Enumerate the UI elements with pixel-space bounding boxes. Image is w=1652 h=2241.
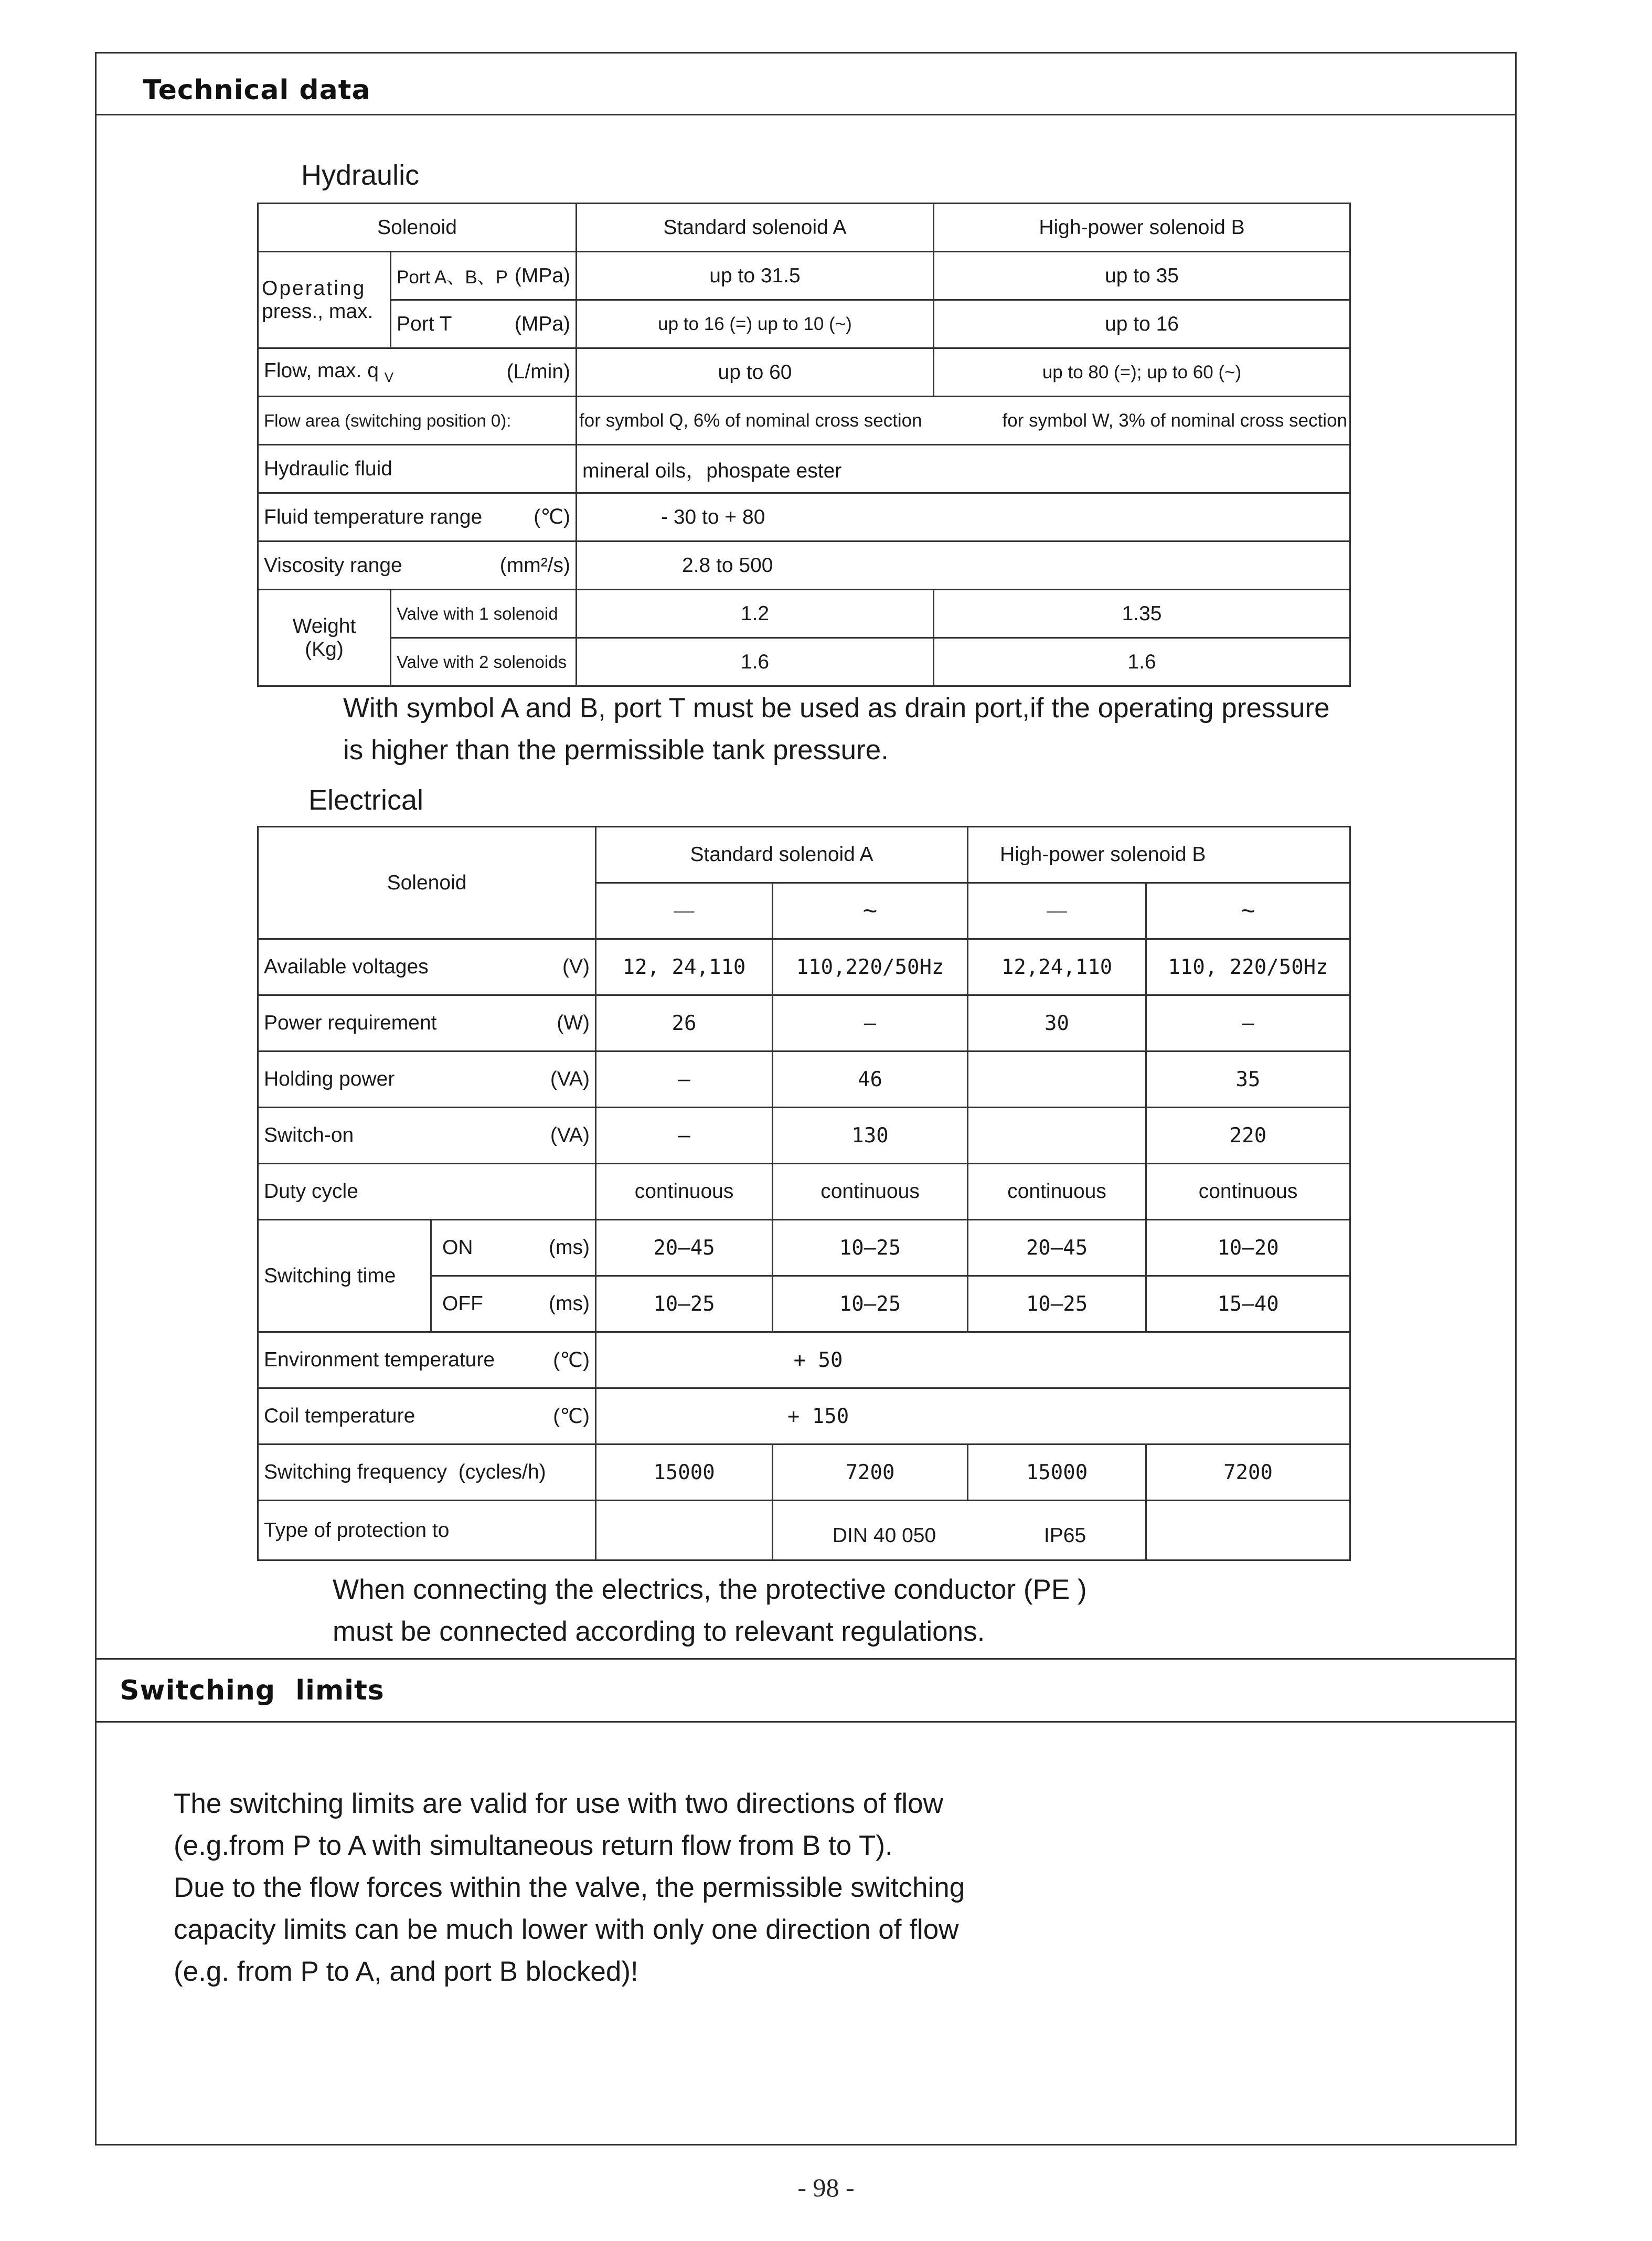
fluid-value: mineral oils，phospate ester [577, 445, 1350, 493]
row-value: — [596, 1108, 773, 1164]
port-t-b: up to 16 [934, 300, 1350, 348]
protection-value [773, 1501, 1146, 1560]
operating-pressure-label [258, 252, 391, 348]
temp-label-cell [258, 493, 577, 541]
col-high-power-b: High-power solenoid B [968, 827, 1350, 883]
flow-label: Flow, max. q [264, 359, 379, 382]
unit: (V) [562, 955, 590, 978]
electrical-row [258, 1108, 1350, 1164]
row-value: 26 [596, 995, 773, 1052]
freq-value: 15000 [596, 1445, 773, 1501]
unit: (MPa) [514, 264, 571, 287]
row-value: continuous [1146, 1164, 1350, 1220]
dc-symbol: — [968, 883, 1146, 939]
off-value: 10—25 [596, 1276, 773, 1332]
flow-area-label: Flow area (switching position 0): [258, 397, 577, 445]
port-abp-b: up to 35 [934, 252, 1350, 300]
electrical-row [258, 1164, 1350, 1220]
text-line: (e.g. from P to A, and port B blocked)! [174, 1956, 638, 1987]
port-abp-label: Port A、B、P [397, 267, 508, 288]
op-press-line-2: press., max. [262, 300, 374, 323]
unit: (VA) [550, 1068, 590, 1090]
on-value: 10—25 [773, 1220, 968, 1276]
electrical-heading: Electrical [308, 784, 424, 816]
electrical-row [258, 1052, 1350, 1108]
temp-label: Fluid temperature range [264, 505, 483, 528]
unit: (mm²/s) [499, 554, 571, 577]
on-value: 20—45 [596, 1220, 773, 1276]
freq-label: Switching frequency [264, 1461, 447, 1483]
off-value: 10—25 [773, 1276, 968, 1332]
unit: (ms) [549, 1236, 590, 1259]
row-value: continuous [968, 1164, 1146, 1220]
weight-label-cell [258, 590, 391, 686]
row-value: 12, 24,110 [596, 939, 773, 995]
row-value: 46 [773, 1052, 968, 1108]
row-label: Holding power [264, 1068, 395, 1090]
weight-unit: (Kg) [305, 638, 344, 661]
coil-temp-cell [258, 1388, 596, 1445]
hydraulic-heading: Hydraulic [301, 160, 420, 191]
weight-2-a: 1.6 [577, 638, 934, 686]
row-label: Power requirement [264, 1012, 437, 1034]
hydraulic-table [257, 203, 1351, 687]
row-value: continuous [773, 1164, 968, 1220]
row-value: — [773, 995, 968, 1052]
unit: (VA) [550, 1124, 590, 1146]
hydraulic-note [343, 687, 1330, 771]
coil-temp-label: Coil temperature [264, 1405, 415, 1427]
on-cell [431, 1220, 596, 1276]
note-line: is higher than the permissible tank pressure. [343, 735, 889, 766]
flow-area-values [577, 397, 1350, 445]
unit: (℃) [553, 1348, 590, 1372]
weight-1-b: 1.35 [934, 590, 1350, 638]
col-standard-a: Standard solenoid A [577, 204, 934, 252]
page-number: - 98 - [797, 2173, 855, 2202]
solenoid-header: Solenoid [258, 827, 596, 939]
electrical-note [333, 1569, 1087, 1653]
on-value: 20—45 [968, 1220, 1146, 1276]
unit: (℃) [553, 1405, 590, 1428]
unit: (MPa) [514, 312, 571, 335]
note-line: must be connected according to relevant regulations. [333, 1616, 985, 1647]
protection-label: Type of protection to [258, 1501, 596, 1560]
switching-time-label: Switching time [258, 1220, 431, 1332]
flow-label-cell [258, 348, 577, 397]
row-value: 30 [968, 995, 1146, 1052]
row-value: 35 [1146, 1052, 1350, 1108]
on-value: 10—20 [1146, 1220, 1350, 1276]
coil-temp-value: + 150 [596, 1388, 1350, 1445]
electrical-row [258, 995, 1350, 1052]
weight-2-label: Valve with 2 solenoids [391, 638, 577, 686]
op-press-line-1: Operating [262, 277, 366, 300]
row-value [968, 1108, 1146, 1164]
visc-value: 2.8 to 500 [577, 541, 1350, 590]
env-temp-value: + 50 [596, 1332, 1350, 1388]
row-value [968, 1052, 1146, 1108]
freq-cell [258, 1445, 596, 1501]
ac-symbol: ~ [1146, 883, 1350, 939]
unit: (cycles/h) [458, 1461, 546, 1483]
row-label-cell [258, 1052, 596, 1108]
row-label-cell [258, 1108, 596, 1164]
flow-area-q: for symbol Q, 6% of nominal cross section [579, 410, 922, 431]
weight-2-b: 1.6 [934, 638, 1350, 686]
text-line: capacity limits can be much lower with only one direction of flow [174, 1914, 959, 1945]
weight-label: Weight [292, 614, 356, 638]
weight-1-label: Valve with 1 solenoid [391, 590, 577, 638]
port-abp-a: up to 31.5 [577, 252, 934, 300]
divider [95, 1658, 1517, 1660]
flow-a: up to 60 [577, 348, 934, 397]
col-standard-a: Standard solenoid A [596, 827, 968, 883]
din-value: DIN 40 050 [832, 1524, 936, 1547]
flow-area-w: for symbol W, 3% of nominal cross section [1002, 410, 1348, 431]
row-label-cell [258, 995, 596, 1052]
note-line: With symbol A and B, port T must be used as drain port,if the operating pressure [343, 693, 1330, 724]
empty-cell [1146, 1501, 1350, 1560]
divider [95, 1721, 1517, 1723]
env-temp-cell [258, 1332, 596, 1388]
electrical-row [258, 939, 1350, 995]
visc-label: Viscosity range [264, 554, 402, 577]
solenoid-header: Solenoid [258, 204, 577, 252]
row-value: 12,24,110 [968, 939, 1146, 995]
row-value: 130 [773, 1108, 968, 1164]
row-label: Switch-on [264, 1124, 354, 1146]
freq-value: 15000 [968, 1445, 1146, 1501]
row-label-cell [258, 1164, 596, 1220]
env-temp-label: Environment temperature [264, 1348, 495, 1371]
row-value: continuous [596, 1164, 773, 1220]
off-value: 10—25 [968, 1276, 1146, 1332]
row-label: Available voltages [264, 955, 429, 978]
text-line: The switching limits are valid for use with two directions of flow [174, 1788, 943, 1819]
row-value: — [1146, 995, 1350, 1052]
row-value: — [596, 1052, 773, 1108]
off-label: OFF [442, 1292, 483, 1315]
text-line: (e.g.from P to A with simultaneous return flow from B to T). [174, 1830, 893, 1861]
freq-value: 7200 [773, 1445, 968, 1501]
row-value: 220 [1146, 1108, 1350, 1164]
note-line: When connecting the electrics, the protective conductor (PE ) [333, 1574, 1087, 1605]
ac-symbol: ~ [773, 883, 968, 939]
freq-value: 7200 [1146, 1445, 1350, 1501]
unit: (ms) [549, 1292, 590, 1315]
divider [95, 114, 1517, 115]
col-high-power-b: High-power solenoid B [934, 204, 1350, 252]
empty-cell [596, 1501, 773, 1560]
fluid-label: Hydraulic fluid [258, 445, 577, 493]
row-label: Duty cycle [264, 1180, 358, 1203]
electrical-table [257, 826, 1351, 1561]
row-label-cell [258, 939, 596, 995]
off-cell [431, 1276, 596, 1332]
port-t-a: up to 16 (=) up to 10 (~) [577, 300, 934, 348]
dc-symbol: — [596, 883, 773, 939]
off-value: 15—40 [1146, 1276, 1350, 1332]
weight-1-a: 1.2 [577, 590, 934, 638]
text-line: Due to the flow forces within the valve, the permissible switching [174, 1872, 965, 1903]
port-abp-cell [391, 252, 577, 300]
row-value: 110,220/50Hz [773, 939, 968, 995]
unit: (W) [557, 1012, 590, 1034]
port-t-label: Port T [397, 312, 452, 335]
switching-limits-text [174, 1783, 965, 1993]
visc-label-cell [258, 541, 577, 590]
section-title-switching-limits: Switching limits [120, 1675, 385, 1706]
port-t-cell [391, 300, 577, 348]
section-title-technical-data: Technical data [143, 75, 371, 106]
unit: (℃) [534, 506, 571, 528]
ip-value: IP65 [1043, 1524, 1086, 1547]
flow-subscript: V [384, 369, 394, 385]
temp-value: - 30 to + 80 [577, 493, 1350, 541]
flow-b: up to 80 (=); up to 60 (~) [934, 348, 1350, 397]
on-label: ON [442, 1236, 473, 1259]
unit: (L/min) [506, 360, 571, 384]
row-value: 110, 220/50Hz [1146, 939, 1350, 995]
